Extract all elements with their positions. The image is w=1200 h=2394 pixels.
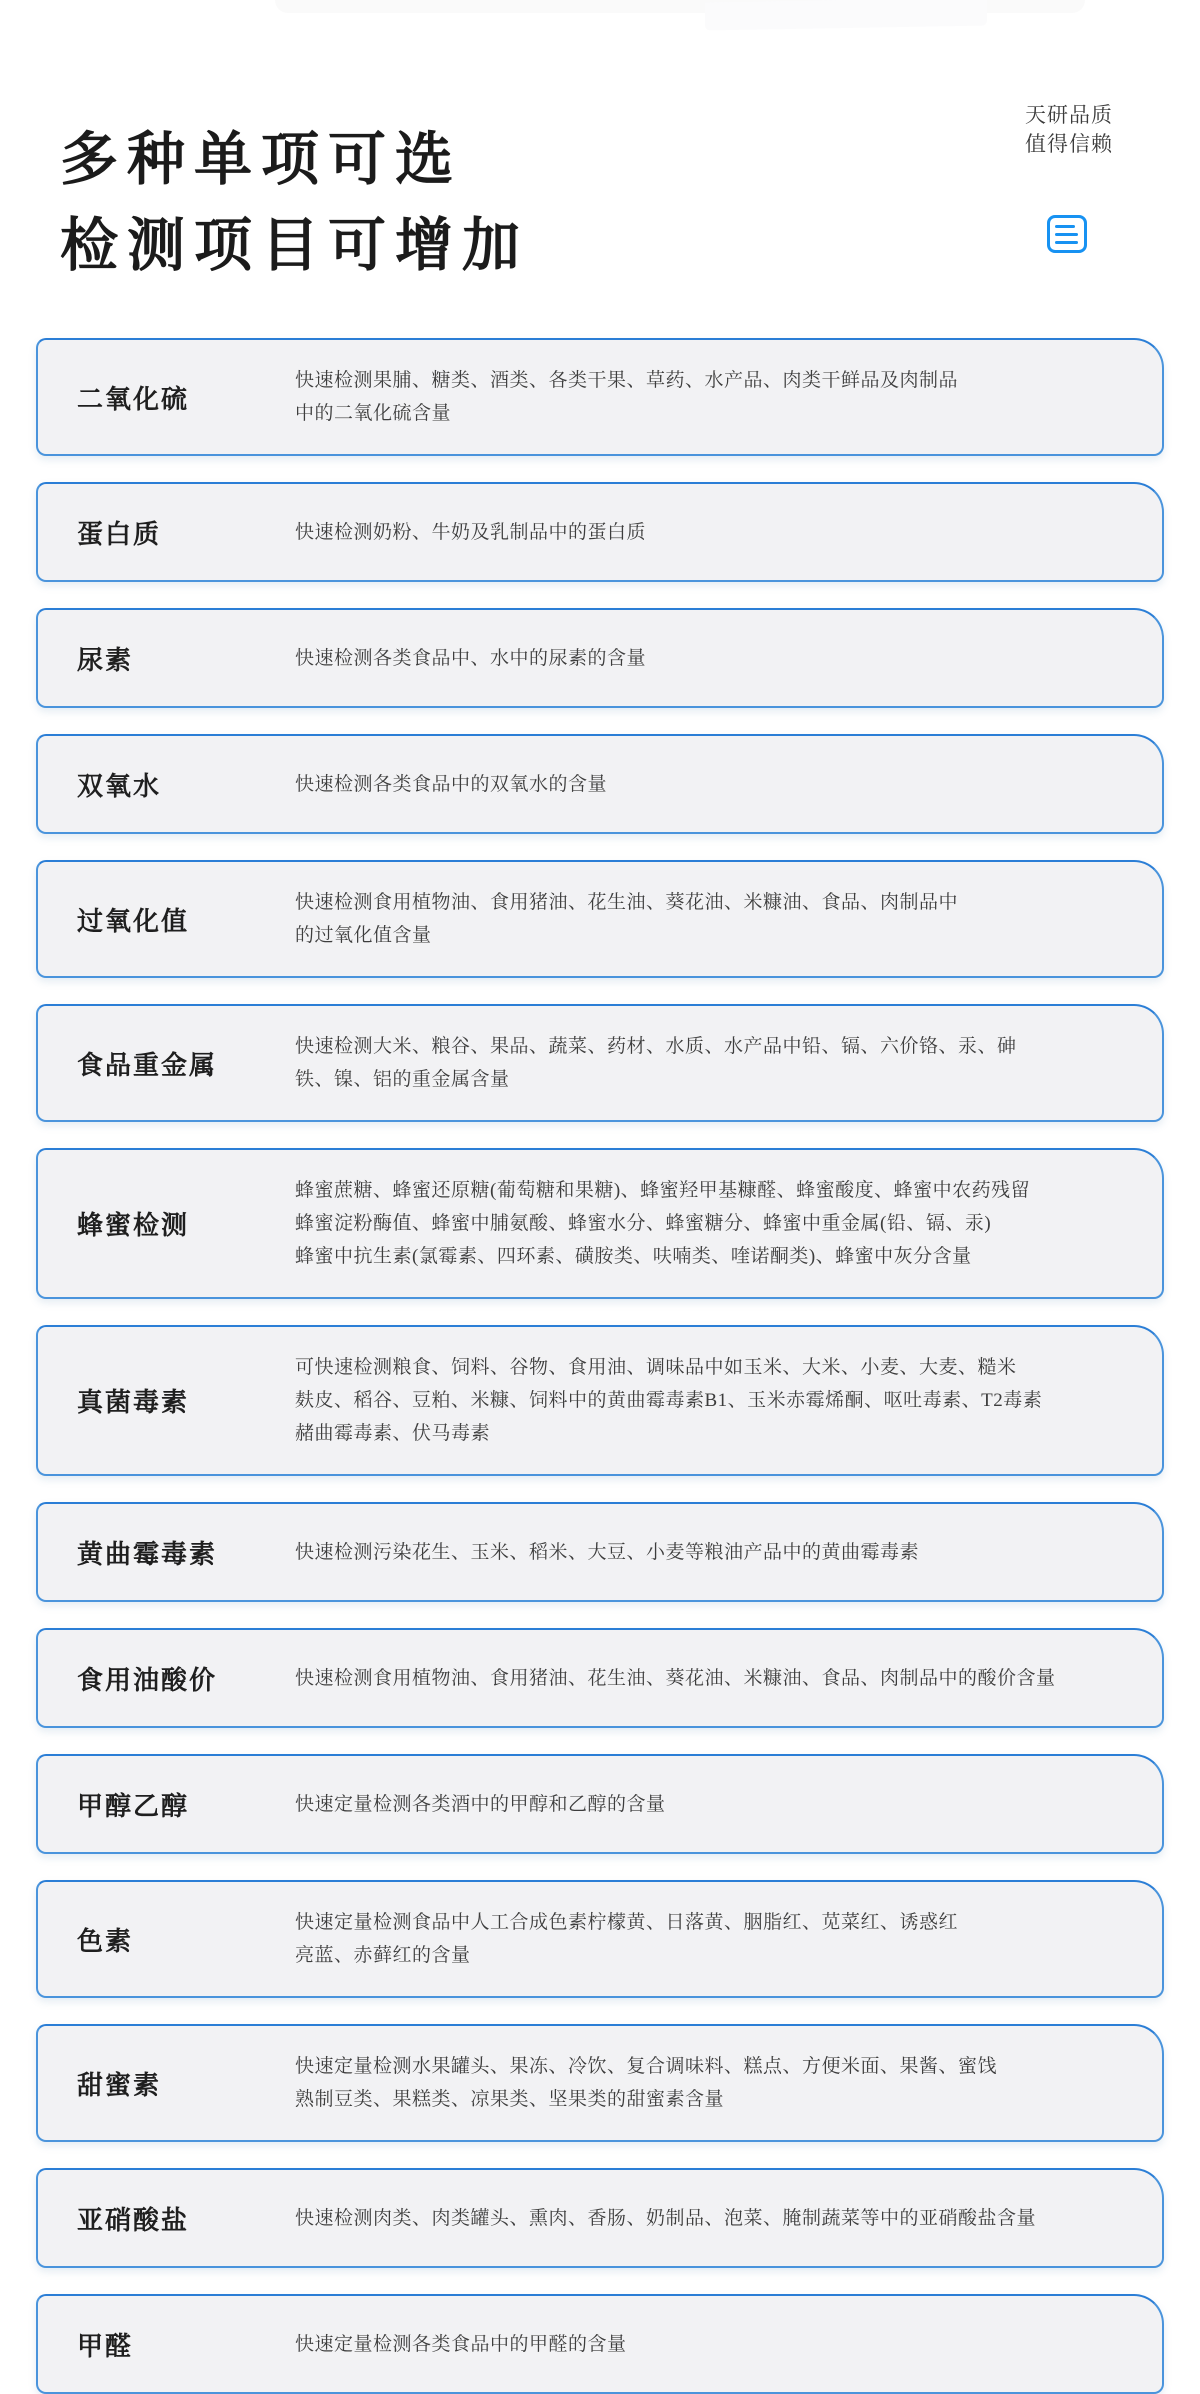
item-card	[36, 734, 1164, 834]
item-description	[295, 2050, 1132, 2116]
item-description	[295, 364, 1132, 430]
item-label: 甜蜜素	[77, 2070, 162, 2100]
item-description	[295, 768, 1132, 801]
item-description-line: 蜂蜜中抗生素(氯霉素、四环素、磺胺类、呋喃类、喹诺酮类)、蜂蜜中灰分含量	[295, 1246, 972, 1267]
item-label: 甲醛	[77, 2331, 134, 2361]
item-description-line: 可快速检测粮食、饲料、谷物、食用油、调味品中如玉米、大米、小麦、大麦、糙米	[295, 1357, 1017, 1378]
item-description	[295, 642, 1132, 675]
item-label: 二氧化硫	[77, 384, 190, 414]
item-description-line: 蜂蜜蔗糖、蜂蜜还原糖(葡萄糖和果糖)、蜂蜜羟甲基糠醛、蜂蜜酸度、蜂蜜中农药残留	[295, 1180, 1031, 1201]
item-label: 尿素	[77, 645, 134, 675]
item-card	[36, 2294, 1164, 2394]
brand-slogan-line-2: 值得信赖	[1025, 132, 1113, 156]
item-label: 甲醇乙醇	[77, 1791, 190, 1821]
item-description-line: 快速检测污染花生、玉米、稻米、大豆、小麦等粮油产品中的黄曲霉毒素	[295, 1541, 920, 1563]
item-description	[295, 1030, 1132, 1096]
page-title	[60, 117, 529, 289]
item-card	[36, 2024, 1164, 2142]
item-card	[36, 1880, 1164, 1998]
item-description	[295, 1788, 1132, 1821]
icon-bar	[1055, 241, 1078, 244]
item-card	[36, 2168, 1164, 2268]
item-card	[36, 1754, 1164, 1854]
icon-bar	[1055, 233, 1078, 236]
document-lines-icon	[1047, 215, 1087, 253]
item-label: 食品重金属	[77, 1050, 218, 1080]
item-card	[36, 608, 1164, 708]
item-label: 蜂蜜检测	[77, 1211, 190, 1240]
item-description-line: 快速检测各类食品中的双氧水的含量	[295, 773, 608, 795]
item-card	[36, 1325, 1164, 1476]
item-description	[295, 516, 1132, 549]
item-label: 黄曲霉毒素	[77, 1539, 218, 1569]
item-card	[36, 1004, 1164, 1122]
brand-slogan-line-1: 天研品质	[1025, 103, 1113, 127]
item-card	[36, 482, 1164, 582]
item-card	[36, 338, 1164, 456]
item-description-line: 赭曲霉毒素、伏马毒素	[295, 1423, 491, 1444]
item-label: 食用油酸价	[77, 1665, 218, 1695]
item-description-line: 麸皮、稻谷、豆粕、米糠、饲料中的黄曲霉毒素B1、玉米赤霉烯酮、呕吐毒素、T2毒素	[295, 1390, 1043, 1411]
item-description-line: 快速检测果脯、糖类、酒类、各类干果、草药、水产品、肉类干鲜品及肉制品	[295, 370, 959, 391]
icon-bar	[1055, 225, 1075, 228]
item-description-line: 的过氧化值含量	[295, 925, 432, 946]
card-list	[36, 338, 1164, 2394]
item-card	[36, 1502, 1164, 1602]
top-decoration-patch	[705, 0, 987, 30]
item-description	[295, 2328, 1132, 2361]
page-title-line-1: 多种单项可选	[60, 126, 463, 192]
item-description	[295, 2202, 1132, 2235]
item-card	[36, 860, 1164, 978]
item-description-line: 快速检测奶粉、牛奶及乳制品中的蛋白质	[295, 521, 647, 543]
item-label: 亚硝酸盐	[77, 2205, 190, 2235]
item-description	[295, 1174, 1132, 1273]
item-description	[295, 886, 1132, 952]
item-label: 过氧化值	[77, 906, 190, 936]
item-description-line: 快速检测食用植物油、食用猪油、花生油、葵花油、米糠油、食品、肉制品中的酸价含量	[295, 1667, 1056, 1689]
item-description-line: 快速定量检测各类食品中的甲醛的含量	[295, 2333, 627, 2355]
item-label: 色素	[77, 1926, 134, 1956]
item-description	[295, 1906, 1132, 1972]
item-card	[36, 1628, 1164, 1728]
item-description-line: 中的二氧化硫含量	[295, 403, 452, 424]
item-description-line: 快速检测肉类、肉类罐头、熏肉、香肠、奶制品、泡菜、腌制蔬菜等中的亚硝酸盐含量	[295, 2207, 1037, 2229]
item-description-line: 蜂蜜淀粉酶值、蜂蜜中脯氨酸、蜂蜜水分、蜂蜜糖分、蜂蜜中重金属(铅、镉、汞)	[295, 1213, 992, 1234]
item-description	[295, 1351, 1132, 1450]
item-description-line: 快速定量检测水果罐头、果冻、冷饮、复合调味料、糕点、方便米面、果酱、蜜饯	[295, 2056, 998, 2077]
item-description-line: 快速检测大米、粮谷、果品、蔬菜、药材、水质、水产品中铅、镉、六价铬、汞、砷	[295, 1036, 1017, 1057]
item-description-line: 熟制豆类、果糕类、凉果类、坚果类的甜蜜素含量	[295, 2089, 725, 2110]
item-description	[295, 1536, 1132, 1569]
item-description-line: 铁、镍、铝的重金属含量	[295, 1069, 510, 1090]
item-description-line: 快速检测食用植物油、食用猪油、花生油、葵花油、米糠油、食品、肉制品中	[295, 892, 959, 913]
item-description-line: 亮蓝、赤藓红的含量	[295, 1945, 471, 1966]
item-card	[36, 1148, 1164, 1299]
brand-slogan	[1023, 101, 1115, 159]
item-label: 蛋白质	[77, 519, 162, 549]
item-description-line: 快速检测各类食品中、水中的尿素的含量	[295, 647, 647, 669]
item-description-line: 快速定量检测食品中人工合成色素柠檬黄、日落黄、胭脂红、苋菜红、诱惑红	[295, 1912, 959, 1933]
item-label: 双氧水	[77, 771, 162, 801]
page-title-line-2: 检测项目可增加	[60, 212, 530, 278]
item-description-line: 快速定量检测各类酒中的甲醇和乙醇的含量	[295, 1793, 666, 1815]
item-label: 真菌毒素	[77, 1388, 190, 1417]
item-description	[295, 1662, 1132, 1695]
